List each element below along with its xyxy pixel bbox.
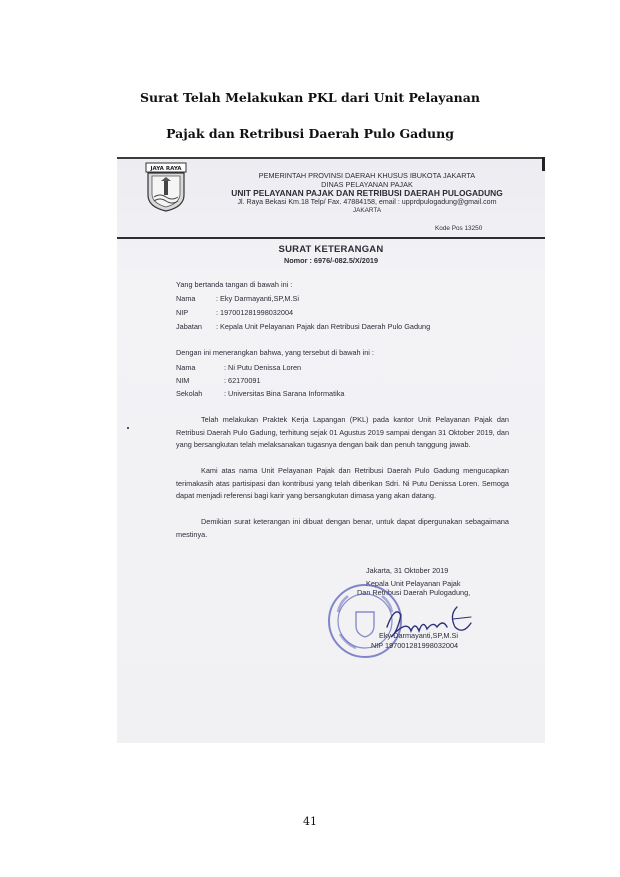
paragraph-closing: Demikian surat keterangan ini dibuat dengan benar, untuk dapat dipergunakan sebagaimana mestinya.	[176, 517, 509, 539]
scan-edge-mark	[542, 157, 545, 171]
intro-student: Dengan ini menerangkan bahwa, yang tersebut di bawah ini :	[176, 348, 374, 357]
paragraph-thanks: Kami atas nama Unit Pelayanan Pajak dan Retribusi Daerah Pulo Gadung mengucapkan terimakasih atas partisipasi dan kontribusi yang telah diberikan Sdri. Ni Putu Denissa Loren. Semoga dapat menjadi referensi bagi karir yang bersangkutan dimasa yang akan datang.	[176, 466, 509, 501]
signer-nip: NIP 197001281998032004	[371, 641, 459, 650]
page-heading-line1: Surat Telah Melakukan PKL dari Unit Pelayanan	[140, 90, 480, 105]
signer-nip-label: NIP	[176, 308, 189, 317]
sign-date: Jakarta, 31 Oktober 2019	[366, 566, 449, 575]
letter-title: SURAT KETERANGAN	[278, 244, 384, 255]
scanned-letter	[117, 157, 545, 743]
student-nim-value: : 62170091	[224, 376, 261, 385]
jakarta-crest-logo	[144, 161, 188, 213]
letterhead-unit: UNIT PELAYANAN PAJAK DAN RETRIBUSI DAERAH PULOGADUNG	[231, 188, 503, 198]
letterhead-department: DINAS PELAYANAN PAJAK	[321, 180, 413, 189]
paragraph-pkl: Telah melakukan Praktek Kerja Lapangan (PKL) pada kantor Unit Pelayanan Pajak dan Retribusi Daerah Pulo Gadung, terhitung sejak 01 Agustus 2019 sampai dengan 31 Oktober 2019, dan yang bersangkutan telah melaksanakan tugasnya dengan baik dan penuh tanggung jawab.	[176, 415, 509, 450]
page-heading-line2: Pajak dan Retribusi Daerah Pulo Gadung	[166, 126, 454, 141]
postal-code: Kode Pos 13250	[435, 225, 483, 232]
logo-label: JAYA RAYA	[150, 166, 182, 172]
intro-signer: Yang bertanda tangan di bawah ini :	[176, 280, 293, 289]
signer-nip-value: : 197001281998032004	[216, 308, 294, 317]
letterhead-divider	[117, 237, 545, 239]
sign-position-line1: Kepala Unit Pelayanan Pajak	[366, 579, 461, 588]
letterhead-city: JAKARTA	[352, 207, 382, 214]
student-school-value: : Universitas Bina Sarana Informatika	[224, 389, 345, 398]
student-nim-label: NIM	[176, 376, 190, 385]
sign-position-line2: Dan Retribusi Daerah Pulogadung,	[357, 588, 471, 597]
letter-number: Nomor : 6976/-082.5/X/2019	[283, 256, 379, 265]
student-school-label: Sekolah	[176, 389, 203, 398]
letterhead-address: Jl. Raya Bekasi Km.18 Telp/ Fax. 47884158, email : upprdpulogadung@gmail.com	[237, 198, 497, 206]
signer-position-label: Jabatan	[176, 322, 202, 331]
page-number: 41	[303, 815, 317, 828]
scan-speck	[127, 427, 129, 429]
scan-top-edge	[117, 157, 545, 159]
student-name-label: Nama	[176, 363, 196, 372]
signer-position-value: : Kepala Unit Pelayanan Pajak dan Retribusi Daerah Pulo Gadung	[216, 322, 431, 331]
signer-name-label: Nama	[176, 294, 196, 303]
signer-name-value: : Eky Darmayanti,SP,M.Si	[216, 294, 299, 303]
signer-name: Eky Darmayanti,SP,M.Si	[379, 631, 458, 640]
student-name-value: : Ni Putu Denissa Loren	[224, 363, 302, 372]
letterhead-government: PEMERINTAH PROVINSI DAERAH KHUSUS IBUKOTA JAKARTA	[258, 171, 476, 180]
